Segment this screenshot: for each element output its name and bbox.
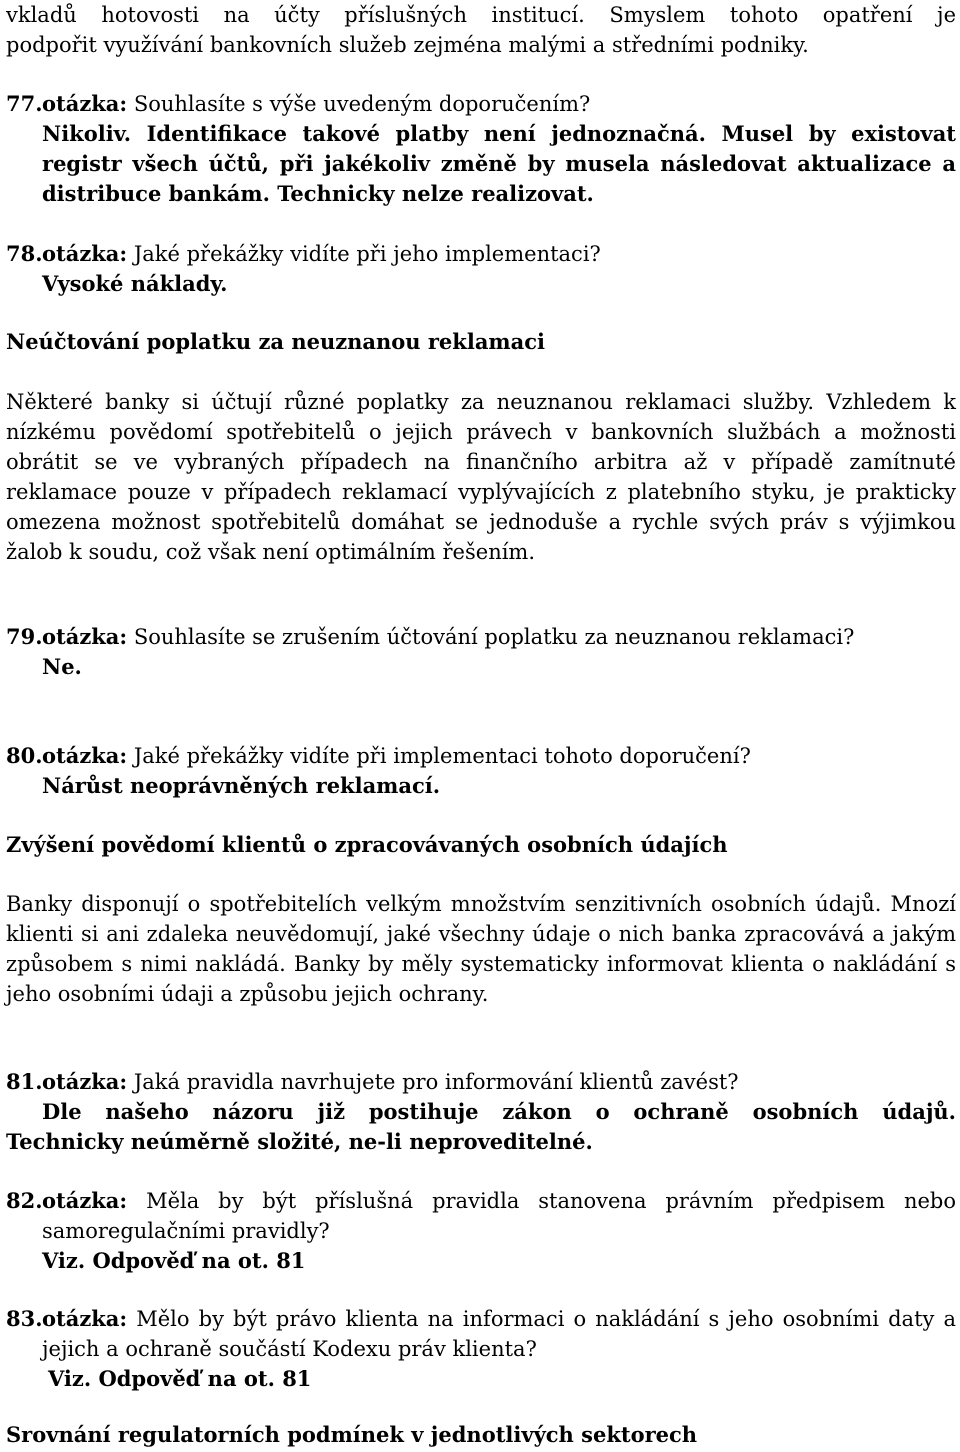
question-text: Jaké překážky vidíte při implementaci tohoto doporučení? <box>127 744 751 768</box>
answer-78: Vysoké náklady. <box>42 271 228 296</box>
question-number: 83. <box>6 1306 43 1331</box>
section-heading-personal-data: Zvýšení povědomí klientů o zpracovávaných osobních údajích <box>6 832 728 857</box>
intro-line-2: podpořit využívání bankovních služeb zejména malými a středními podniky. <box>6 33 809 57</box>
question-number: 81. <box>6 1069 43 1094</box>
question-text: Souhlasíte se zrušením účtování poplatku za neuznanou reklamaci? <box>127 625 855 649</box>
question-82 <box>6 1186 956 1276</box>
section-paragraph-personal-data: Banky disponují o spotřebitelích velkým množstvím senzitivních osobních údajů. Mnozí klienti si ani zdaleka neuvědomují, jaké všechny údaje o nich banka zpracovává a jakým způsobem s nimi nakládá. Banky by měly systematicky informovat klienta o nakládání s jeho osobními údaji a způsobu jejich ochrany. <box>6 892 956 1006</box>
question-label: otázka: <box>42 1306 128 1331</box>
question-text: Jaká pravidla navrhujete pro informování klientů zavést? <box>127 1070 739 1094</box>
question-label: otázka: <box>42 624 128 649</box>
answer-82: Viz. Odpověď na ot. 81 <box>42 1248 306 1273</box>
question-number: 80. <box>6 743 43 768</box>
intro-line-1: vkladů hotovosti na účty příslušných institucí. Smyslem tohoto opatření je <box>6 3 956 27</box>
question-77 <box>6 89 956 119</box>
answer-80: Nárůst neoprávněných reklamací. <box>42 773 441 798</box>
question-label: otázka: <box>42 91 128 116</box>
answer-79: Ne. <box>42 654 82 679</box>
question-number: 78. <box>6 241 43 266</box>
answer-83: Viz. Odpověď na ot. 81 <box>48 1366 312 1391</box>
question-number: 77. <box>6 91 43 116</box>
question-text: Souhlasíte s výše uvedeným doporučením? <box>127 92 591 116</box>
answer-81-line-2: Technicky neúměrně složité, ne-li neproveditelné. <box>6 1129 593 1154</box>
question-83 <box>6 1304 956 1394</box>
intro-paragraph <box>6 0 956 60</box>
question-81 <box>6 1067 956 1127</box>
answer-77: Nikoliv. Identifikace takové platby není jednoznačná. Musel by existovat registr všech účtů, při jakékoliv změně by musela následovat aktualizace a distribuce bankám. Technicky nelze realizovat. <box>42 121 956 206</box>
question-number: 79. <box>6 624 43 649</box>
question-79 <box>6 622 956 682</box>
section-heading-regulatory-comparison: Srovnání regulatorních podmínek v jednotlivých sektorech <box>6 1422 698 1447</box>
answer-81-line-1: Dle našeho názoru již postihuje zákon o ochraně osobních údajů. <box>42 1099 956 1124</box>
section-paragraph-complaint-fee: Některé banky si účtují různé poplatky za neuznanou reklamaci služby. Vzhledem k nízkému povědomí spotřebitelů o jejich právech v bankovních službách a možnosti obrátit se ve vybraných případech na finančního arbitra až v případě zamítnuté reklamace pouze v případech reklamací vyplývajících z platebního styku, je prakticky omezena možnost spotřebitelů domáhat se jednoduše a rychle svých práv s výjimkou žalob k soudu, což však není optimálním řešením. <box>6 390 956 564</box>
question-label: otázka: <box>42 1188 128 1213</box>
question-78 <box>6 239 956 299</box>
question-label: otázka: <box>42 241 128 266</box>
question-text: Jaké překážky vidíte při jeho implementaci? <box>127 242 601 266</box>
question-80 <box>6 741 956 801</box>
question-label: otázka: <box>42 743 128 768</box>
section-heading-complaint-fee: Neúčtování poplatku za neuznanou reklamaci <box>6 329 546 354</box>
question-text: Mělo by být právo klienta na informaci o nakládání s jeho osobními daty a jejich a ochraně součástí Kodexu práv klienta? <box>42 1307 956 1361</box>
question-label: otázka: <box>42 1069 128 1094</box>
question-text: Měla by být příslušná pravidla stanovena právním předpisem nebo samoregulačními pravidly? <box>42 1189 956 1243</box>
question-number: 82. <box>6 1188 43 1213</box>
